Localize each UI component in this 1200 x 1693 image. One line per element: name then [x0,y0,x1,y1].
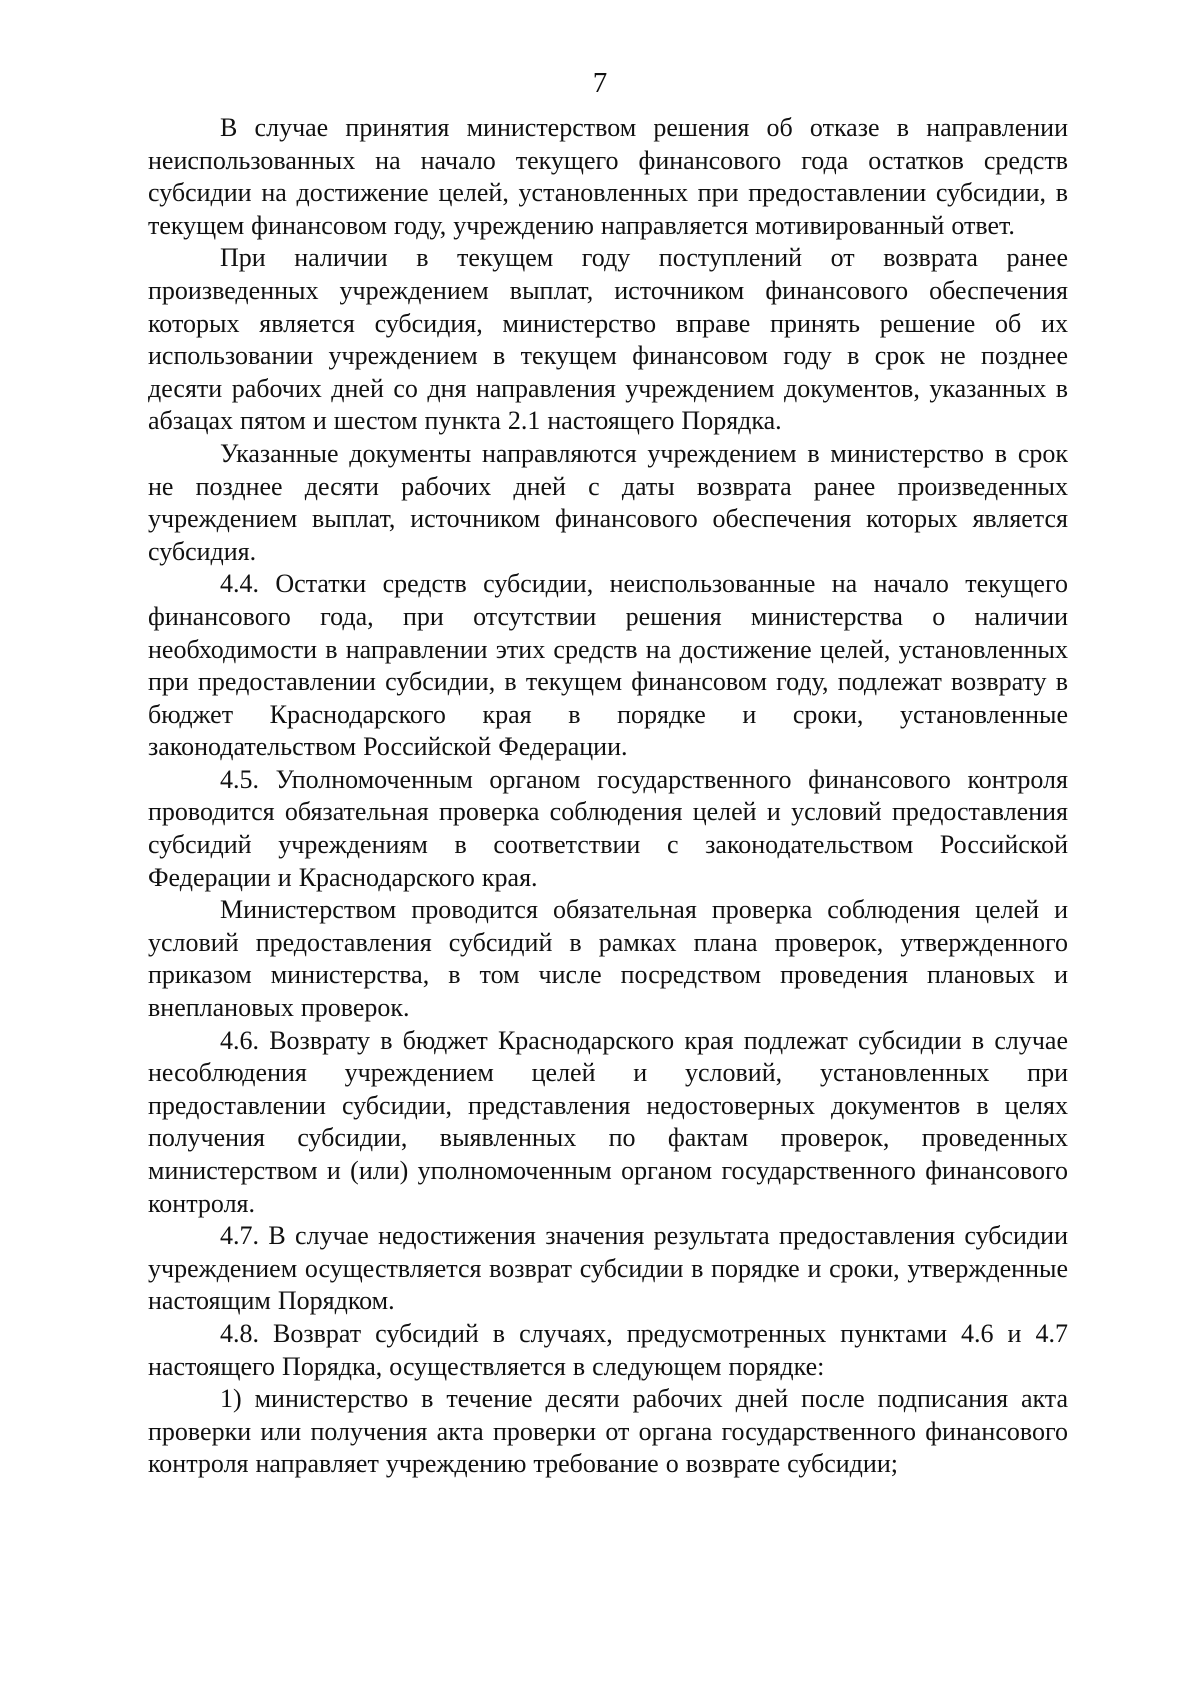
paragraph-4-4: 4.4. Остатки средств субсидии, неиспользованные на начало текущего финансового года, при отсутствии решения министерства о наличии необходимости в направлении этих средств на достижение целей, установленных при предоставлении субсидии, в текущем финансовом году, подлежат возврату в бюджет Краснодарского края в порядке и сроки, установленные законодательством Российской Федерации. [148,569,1068,762]
page-number: 7 [592,67,608,99]
paragraph-4-8: 4.8. Возврат субсидий в случаях, предусмотренных пунктами 4.6 и 4.7 настоящего Порядка, осуществляется в следующем порядке: [148,1318,1068,1381]
paragraph-4-5: 4.5. Уполномоченным органом государственного финансового контроля проводится обязательная проверка соблюдения целей и условий предоставления субсидий учреждениям в соответствии с законодательством Российской Федерации и Краснодарского края. [148,764,1068,892]
paragraph-4-7: 4.7. В случае недостижения значения результата предоставления субсидии учреждением осуществляется возврат субсидии в порядке и сроки, утвержденные настоящим Порядком. [148,1221,1068,1316]
paragraph-documents-deadline: Указанные документы направляются учреждением в министерство в срок не позднее десяти рабочих дней с даты возврата ранее произведенных учреждением выплат, источником финансового обеспечения которых является субсидия. [148,438,1068,566]
paragraph-refusal-response: В случае принятия министерством решения об отказе в направлении неиспользованных на начало текущего финансового года остатков средств субсидии на достижение целей, установленных при предоставлении субсидии, в текущем финансовом году, учреждению направляется мотивированный ответ. [148,113,1068,240]
paragraph-ministry-inspection: Министерством проводится обязательная проверка соблюдения целей и условий предоставления субсидий в рамках плана проверок, утвержденного приказом министерства, в том числе посредством проведения плановых и внеплановых проверок. [148,895,1068,1023]
document-body [148,112,1068,1481]
paragraph-item-1: 1) министерство в течение десяти рабочих дней после подписания акта проверки или получения акта проверки от органа государственного финансового контроля направляет учреждению требование о возврате субсидии; [148,1384,1068,1479]
paragraph-returned-payments: При наличии в текущем году поступлений от возврата ранее произведенных учреждением выплат, источником финансового обеспечения которых является субсидия, министерство вправе принять решение об их использовании учреждением в текущем финансовом году в срок не позднее десяти рабочих дней со дня направления учреждением документов, указанных в абзацах пятом и шестом пункта 2.1 настоящего Порядка. [148,243,1068,436]
paragraph-4-6: 4.6. Возврату в бюджет Краснодарского края подлежат субсидии в случае несоблюдения учреждением целей и условий, установленных при предоставлении субсидии, представления недостоверных документов в целях получения субсидии, выявленных по фактам проверок, проведенных министерством и (или) уполномоченным органом государственного финансового контроля. [148,1025,1068,1218]
